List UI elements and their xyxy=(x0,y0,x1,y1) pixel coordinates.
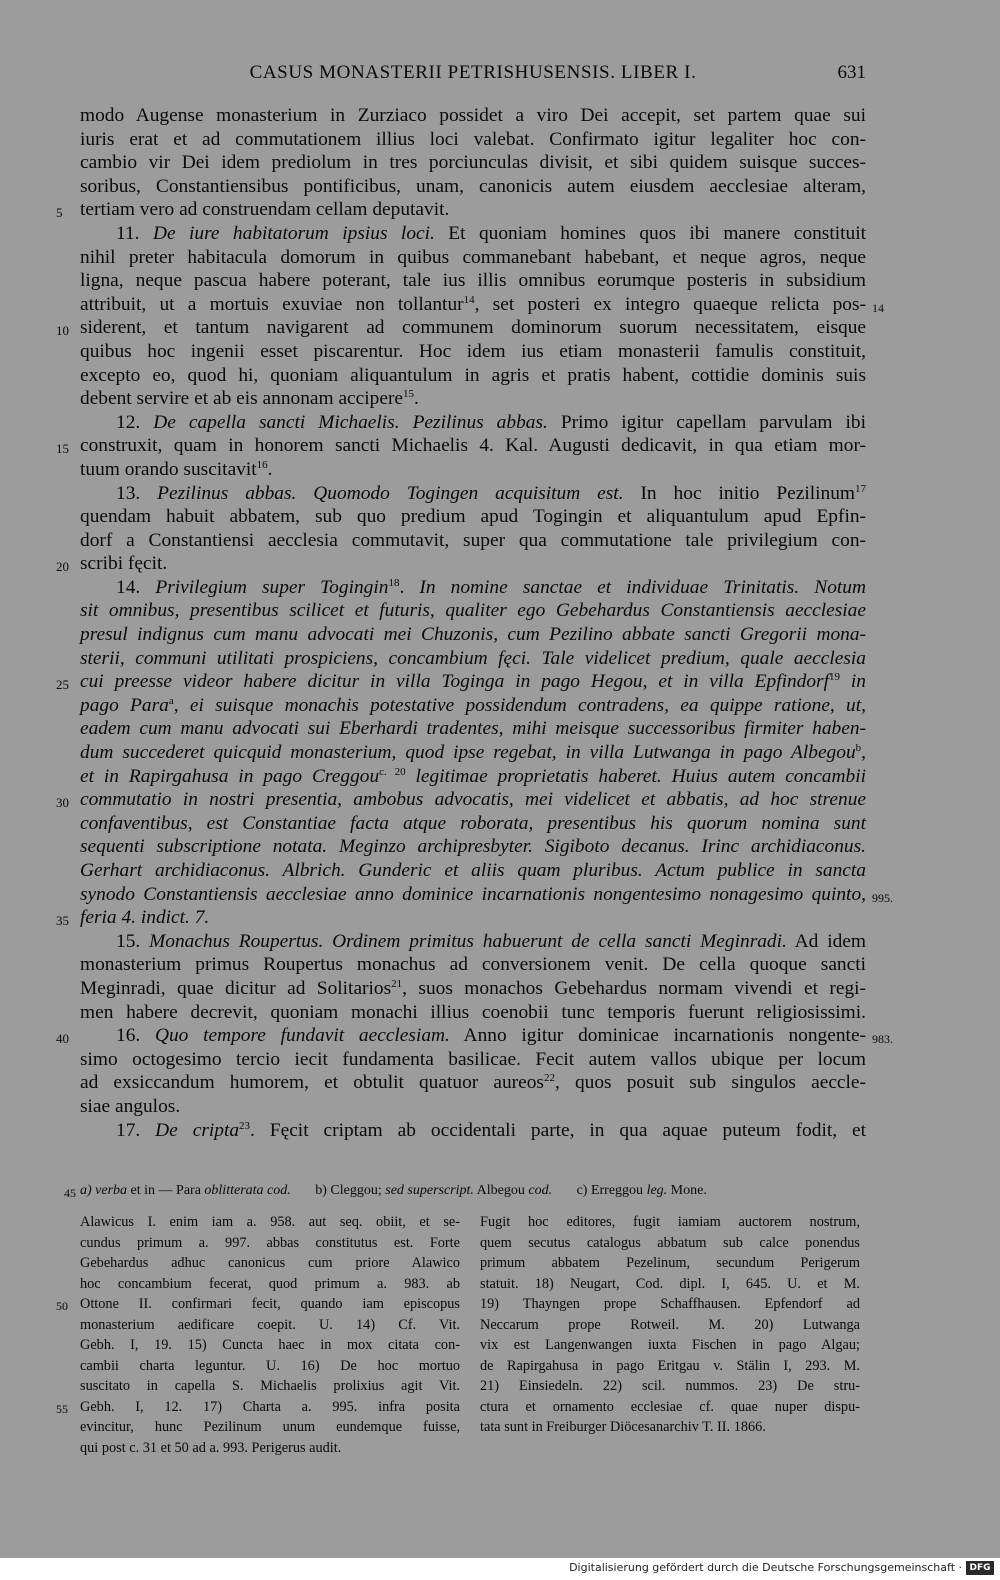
text-run: c) Erreggou xyxy=(552,1183,647,1198)
text-run: nihil preter habitacula domorum in quibus commanebant habebant, et neque agros, neque xyxy=(80,246,866,268)
footnote-text: cambii charta leguntur. U. 16) De hoc mortuo xyxy=(80,1357,460,1374)
line-number: 50 xyxy=(56,1299,68,1313)
footnote-line xyxy=(56,1294,460,1315)
italic-run: De iure habitatorum ipsius loci. xyxy=(152,222,435,244)
text-run: 13. xyxy=(116,482,158,504)
text-run: 15. xyxy=(116,930,150,952)
apparatus-text xyxy=(80,1183,707,1198)
line-number: 35 xyxy=(56,913,69,929)
text-line xyxy=(56,788,866,812)
text-line xyxy=(56,434,866,458)
footnote-text: statuit. 18) Neugart, Cod. dipl. I, 645. U. et M. xyxy=(480,1275,860,1292)
footnote-text: monasterium aedificare coepit. U. 14) Cf. Vit. xyxy=(80,1316,460,1333)
footnote-line xyxy=(480,1294,860,1315)
text-run: ad exsiccandum humorem, et obtulit quatuor aureos xyxy=(80,1072,544,1094)
text-run: siderent, et tantum navigarent ad communem dominorum suorum necessitatem, eisque xyxy=(80,317,866,339)
italic-run: Gerhart archidiaconus. Albrich. Gunderic et aliis quam pluribus. Actum publice in sancta xyxy=(80,860,866,881)
italic-run: commutatio in nostri presentia, ambobus advocatis, mei videlicet et abbatis, ad hoc strenue xyxy=(80,789,866,811)
text-line xyxy=(80,741,866,765)
text-line xyxy=(80,104,866,128)
italic-run: Monachus Roupertus. Ordinem primitus habuerunt de cella sancti Meginradi. xyxy=(149,930,787,952)
italic-run: confaventibus, est Constantiae facta atque roborata, presentibus his quorum nomina sunt xyxy=(80,812,866,834)
line-number: 25 xyxy=(56,677,69,693)
text-line xyxy=(56,316,866,340)
italic-run: sed superscript. xyxy=(385,1183,474,1198)
line-number: 45 xyxy=(64,1186,76,1200)
page-number: 631 xyxy=(837,62,866,83)
footnote-line xyxy=(480,1356,860,1377)
text-run: soribus, Constantiensibus pontificibus, unam, canonicis autem eiusdem aecclesiae alteram, xyxy=(80,175,866,197)
text-run: , quos posuit sub singulos aeccle- xyxy=(554,1072,866,1094)
line-number: 30 xyxy=(56,795,69,811)
footnote-line xyxy=(80,1315,460,1336)
text-run: b) Cleggou; xyxy=(290,1183,386,1198)
footnote-line xyxy=(80,1253,460,1274)
text-line xyxy=(80,246,866,270)
text-line xyxy=(80,859,866,883)
text-line xyxy=(56,906,866,930)
footnote-text: Gebh. I, 12. 17) Charta a. 995. infra posita xyxy=(80,1398,460,1415)
text-line xyxy=(80,765,866,789)
footnote-text: Neccarum prope Rotweil. M. 20) Lutwanga xyxy=(480,1316,860,1333)
footnote-ref: 16 xyxy=(256,458,268,471)
footnote-ref: 17 xyxy=(855,482,866,495)
footnote-ref: 21 xyxy=(391,977,403,990)
footnote-line xyxy=(56,1397,460,1418)
footnote-line xyxy=(80,1356,460,1377)
text-line xyxy=(80,953,866,977)
text-run: scribi fęcit. xyxy=(80,553,168,575)
text-run: quibus hoc ingenii esset piscarentur. Hoc idem ius etiam monasterii famulis constituit, xyxy=(80,340,866,362)
italic-run: presul indignus cum manu advocati mei Chuzonis, cum Pezilino abbate sancti Gregorii mona- xyxy=(80,624,866,646)
text-run: , set posteri ex integro quaeque relicta pos- xyxy=(474,293,866,315)
text-line xyxy=(56,198,866,222)
text-line xyxy=(80,1071,866,1095)
footnote-text: quem secutus catalogus abbatum sub calce ponendus xyxy=(480,1234,860,1251)
italic-run: Privilegium super Togingin xyxy=(155,576,389,598)
dfg-logo-icon: DFG xyxy=(966,1561,994,1575)
text-line xyxy=(80,576,866,600)
text-run: , suos monachos Gebehardus normam vivendi et regi- xyxy=(402,977,866,999)
text-run: dorf a Constantiensi aecclesia commutavit, super qua commutatione tale privilegium con- xyxy=(80,529,866,551)
margin-note: 983. xyxy=(872,1032,893,1047)
footnote-line xyxy=(480,1253,860,1274)
footnotes-right-column xyxy=(480,1212,860,1438)
footnote-line xyxy=(80,1417,460,1438)
footnote-ref: c. 20 xyxy=(379,765,406,778)
footnote-line xyxy=(80,1376,460,1397)
text-line xyxy=(80,458,866,482)
footnote-ref: 19 xyxy=(829,671,840,684)
italic-run: sequenti subscriptione notata. Meginzo archipresbyter. Sigiboto decanus. Irinc archidiaconus. xyxy=(80,836,866,858)
italic-run: In nomine sanctae et individuae Trinitatis. Notum xyxy=(419,576,866,598)
footnote-text: vix est Langenwangen iuxta Fischen in pago Algau; xyxy=(480,1337,860,1353)
footnote-text: hoc concambium fecerat, quod primum a. 983. ab xyxy=(80,1275,460,1292)
text-run: excepto eo, quod hi, quoniam aliquantulum in agris et pratis habent, cottidie dominis suis xyxy=(80,364,866,386)
text-line xyxy=(80,623,866,647)
text-run: modo Augense monasterium in Zurziaco possidet a viro Dei accepit, set partem quae sui xyxy=(80,105,866,126)
critical-apparatus xyxy=(64,1182,866,1200)
funding-credit: Digitalisierung gefördert durch die Deutsche Forschungsgemeinschaft · xyxy=(569,1561,962,1574)
footnote-line xyxy=(480,1274,860,1295)
text-line xyxy=(80,835,866,859)
footnote-ref: 22 xyxy=(543,1072,555,1085)
footnote-text: primum abbatem Pezelinum, secundum Perigerum xyxy=(480,1255,860,1271)
footnote-line xyxy=(480,1397,860,1418)
text-line xyxy=(80,340,866,364)
text-run: cambio vir Dei idem prediolum in tres porciunculas divisit, et sibi quidem suisque succes- xyxy=(80,152,866,174)
text-line xyxy=(56,1024,893,1048)
text-line xyxy=(80,175,866,199)
italic-run: Pezilinus abbas. Quomodo Togingen acquisitum est. xyxy=(157,482,624,504)
footnote-text: Gebehardus adhuc canonicus cum priore Alawico xyxy=(80,1255,460,1271)
text-line xyxy=(56,670,866,694)
text-line xyxy=(80,930,866,954)
text-run: iuris erat et ad commutationem illius loci valebat. Confirmato igitur legaliter hoc con- xyxy=(80,128,866,150)
italic-run: eadem cum manu advocati sui Eberhardi tradentes, mihi meisque successoribus firmiter haben- xyxy=(80,718,866,740)
text-line xyxy=(80,387,866,411)
line-number: 40 xyxy=(56,1031,69,1047)
footnote-text: Ottone II. confirmari fecit, quando iam episcopus xyxy=(80,1296,460,1312)
text-line xyxy=(80,977,866,1001)
text-run: men habere decrevit, quoniam monachi illius coenobii tunc temporis fuerunt religiosissimi. xyxy=(80,1001,866,1023)
italic-run: pago Para xyxy=(80,694,169,716)
italic-run: legitimae proprietatis haberet. Huius autem concambii xyxy=(405,765,866,787)
text-line xyxy=(80,128,866,152)
footnote-line xyxy=(80,1212,460,1233)
footnote-ref: 18 xyxy=(388,576,400,589)
footnote-text: evincitur, hunc Pezilinum unum eundemque fuisse, xyxy=(80,1419,460,1435)
italic-run: synodo Constantiensis aecclesiae anno dominice incarnationis nongentesimo nonagesimo quinto, xyxy=(80,883,866,905)
text-line xyxy=(56,552,866,576)
text-line xyxy=(80,694,866,718)
text-line xyxy=(80,599,866,623)
text-line xyxy=(80,1119,866,1143)
line-number: 20 xyxy=(56,559,69,575)
footnote-text: Fugit hoc editores, fugit iamiam auctorem nostrum, xyxy=(480,1214,860,1230)
italic-run: sterii, communi utilitati prospiciens, concambium fęci. Tale videlicet predium, quale aecclesia xyxy=(80,647,866,669)
text-run: 14. xyxy=(116,576,156,598)
text-line xyxy=(80,1048,866,1072)
italic-run: , ei suisque monachis potestative possidendum contradens, ea quippe ratione, ut, xyxy=(173,694,866,716)
text-line xyxy=(80,151,866,175)
footnote-text: tata sunt in Freiburger Diöcesanarchiv T. II. 1866. xyxy=(480,1419,766,1435)
line-number: 10 xyxy=(56,323,69,339)
footnote-line xyxy=(480,1212,860,1233)
text-run: quendam habuit abbatem, sub quo predium apud Togingin et aliquantulum apud Epfin- xyxy=(80,506,866,528)
footer-bar xyxy=(0,1558,1000,1580)
italic-run: dum succederet quicquid monasterium, quod ipse regebat, in villa Lutwanga in pago Albegou xyxy=(80,742,856,764)
footnote-line xyxy=(80,1438,460,1459)
text-line xyxy=(80,269,866,293)
footnote-ref: 23 xyxy=(239,1119,251,1132)
footnote-text: suscitato in capella S. Michaelis prolixius agit Vit. xyxy=(80,1378,460,1394)
text-line xyxy=(80,293,884,317)
text-run: Meginradi, quae dicitur ad Solitarios xyxy=(80,977,392,999)
text-run: Et quoniam homines quos ibi manere constituit xyxy=(434,222,866,244)
running-head xyxy=(80,62,866,86)
text-run: construxit, quam in honorem sancti Michaelis 4. Kal. Augusti dedicavit, in qua etiam mor- xyxy=(80,435,866,457)
text-run: siae angulos. xyxy=(80,1095,181,1117)
italic-run: feria 4. indict. 7. xyxy=(80,907,210,929)
footnotes-left-column xyxy=(56,1212,460,1458)
text-line xyxy=(80,364,866,388)
text-run: Primo igitur capellam parvulam ibi xyxy=(547,411,866,433)
italic-run: Quo tempore fundavit aecclesiam. xyxy=(154,1025,450,1047)
text-run: Ad idem xyxy=(786,930,866,952)
italic-run: et in Rapirgahusa in pago Creggou xyxy=(80,765,380,787)
running-title: CASUS MONASTERII PETRISHUSENSIS. LIBER I. xyxy=(249,62,697,83)
text-run: 12. xyxy=(116,411,154,433)
italic-run: oblitterata cod. xyxy=(204,1183,291,1198)
italic-run: sit omnibus, presentibus scilicet et futuris, qualiter ego Gebehardus Constantiensis aecclesiae xyxy=(80,600,866,622)
text-line xyxy=(80,647,866,671)
line-number: 5 xyxy=(56,205,63,221)
text-run: . xyxy=(414,388,419,410)
footnote-text: ctura et ornamento ecclesiae cf. quae nuper dispu- xyxy=(480,1398,860,1415)
text-run: debent servire et ab eis annonam accipere xyxy=(80,388,404,410)
text-line xyxy=(80,505,866,529)
footnote-ref: 14 xyxy=(463,293,475,306)
main-text xyxy=(56,104,893,1142)
text-line xyxy=(80,482,866,506)
footnote-text: de Rapirgahusa in pago Eritgau v. Stälin I, 293. M. xyxy=(480,1357,860,1374)
text-run: Albegou xyxy=(473,1183,529,1198)
footnote-line xyxy=(480,1417,860,1438)
footnote-text: Alawicus I. enim iam a. 958. aut seq. obiit, et se- xyxy=(80,1214,460,1230)
footnote-line xyxy=(480,1233,860,1254)
line-number: 55 xyxy=(56,1401,68,1416)
footnote-text: Gebh. I, 19. 15) Cuncta haec in mox citata con- xyxy=(80,1337,460,1353)
margin-note: 14 xyxy=(872,300,884,315)
footnote-line xyxy=(80,1274,460,1295)
margin-note: 995. xyxy=(872,890,893,905)
text-line xyxy=(80,1095,866,1119)
italic-run: a) verba xyxy=(80,1183,128,1198)
text-run: Mone. xyxy=(667,1183,707,1198)
italic-run: in xyxy=(840,671,866,693)
footnote-text: qui post c. 31 et 50 ad a. 993. Perigerus audit. xyxy=(80,1439,342,1456)
text-line xyxy=(80,883,893,907)
line-number: 15 xyxy=(56,441,69,457)
footnote-ref: b xyxy=(855,742,862,755)
italic-run: cui preesse videor habere dicitur in villa Toginga in pago Hegou, et in villa Epfindorf xyxy=(80,671,829,693)
text-line xyxy=(80,1001,866,1025)
text-line xyxy=(80,222,866,246)
text-run: et in — Para xyxy=(127,1183,205,1198)
italic-run: cod. xyxy=(528,1183,553,1198)
text-line xyxy=(80,411,866,435)
text-run: . Fęcit criptam ab occidentali parte, in qua aquae puteum fodit, et xyxy=(250,1119,866,1141)
footnote-line xyxy=(480,1376,860,1397)
text-line xyxy=(80,529,866,553)
text-run: Anno igitur dominicae incarnationis nongente- xyxy=(449,1025,867,1047)
italic-run: De capella sancti Michaelis. Pezilinus abbas. xyxy=(153,411,548,433)
text-run: In hoc initio Pezilinum xyxy=(623,482,855,504)
text-run: 17. xyxy=(116,1119,156,1141)
text-run: . xyxy=(267,458,273,480)
footnote-line xyxy=(480,1315,860,1336)
footnote-text: 21) Einsiedeln. 22) scil. nummos. 23) De stru- xyxy=(480,1378,860,1394)
text-line xyxy=(80,812,866,836)
footnote-line xyxy=(80,1335,460,1356)
footnote-line xyxy=(80,1233,460,1254)
text-run: tertiam vero ad construendam cellam deputavit. xyxy=(80,199,450,221)
footnote-ref: 15 xyxy=(403,388,415,401)
text-run: attribuit, ut a mortuis exuviae non tollantur xyxy=(80,293,464,315)
text-run: tuum orando suscitavit xyxy=(80,458,257,480)
italic-run: leg. xyxy=(646,1183,668,1198)
italic-run: De cripta xyxy=(155,1119,240,1141)
footnote-text: cundus primum a. 997. abbas constitutus est. Forte xyxy=(80,1234,460,1251)
footnote-text: 19) Thayngen prope Schaffhausen. Epfendorf ad xyxy=(480,1296,860,1312)
text-run: 11. xyxy=(116,222,153,244)
text-run: , xyxy=(861,742,866,764)
footnote-ref: a xyxy=(168,694,174,707)
footnote-line xyxy=(480,1335,860,1356)
text-line xyxy=(80,717,866,741)
text-run: simo octogesimo tercio iecit fundamenta basilicae. Fecit autem vallos ubique per locum xyxy=(80,1048,866,1070)
text-run: ligna, neque pascua habere poterant, tale ius illis omnibus eorumque posteris in subsidium xyxy=(80,270,866,292)
text-run: monasterium primus Roupertus monachus ad conversionem venit. De cella quoque sancti xyxy=(80,954,866,976)
text-run: . xyxy=(399,576,420,598)
text-run: 16. xyxy=(116,1025,155,1047)
